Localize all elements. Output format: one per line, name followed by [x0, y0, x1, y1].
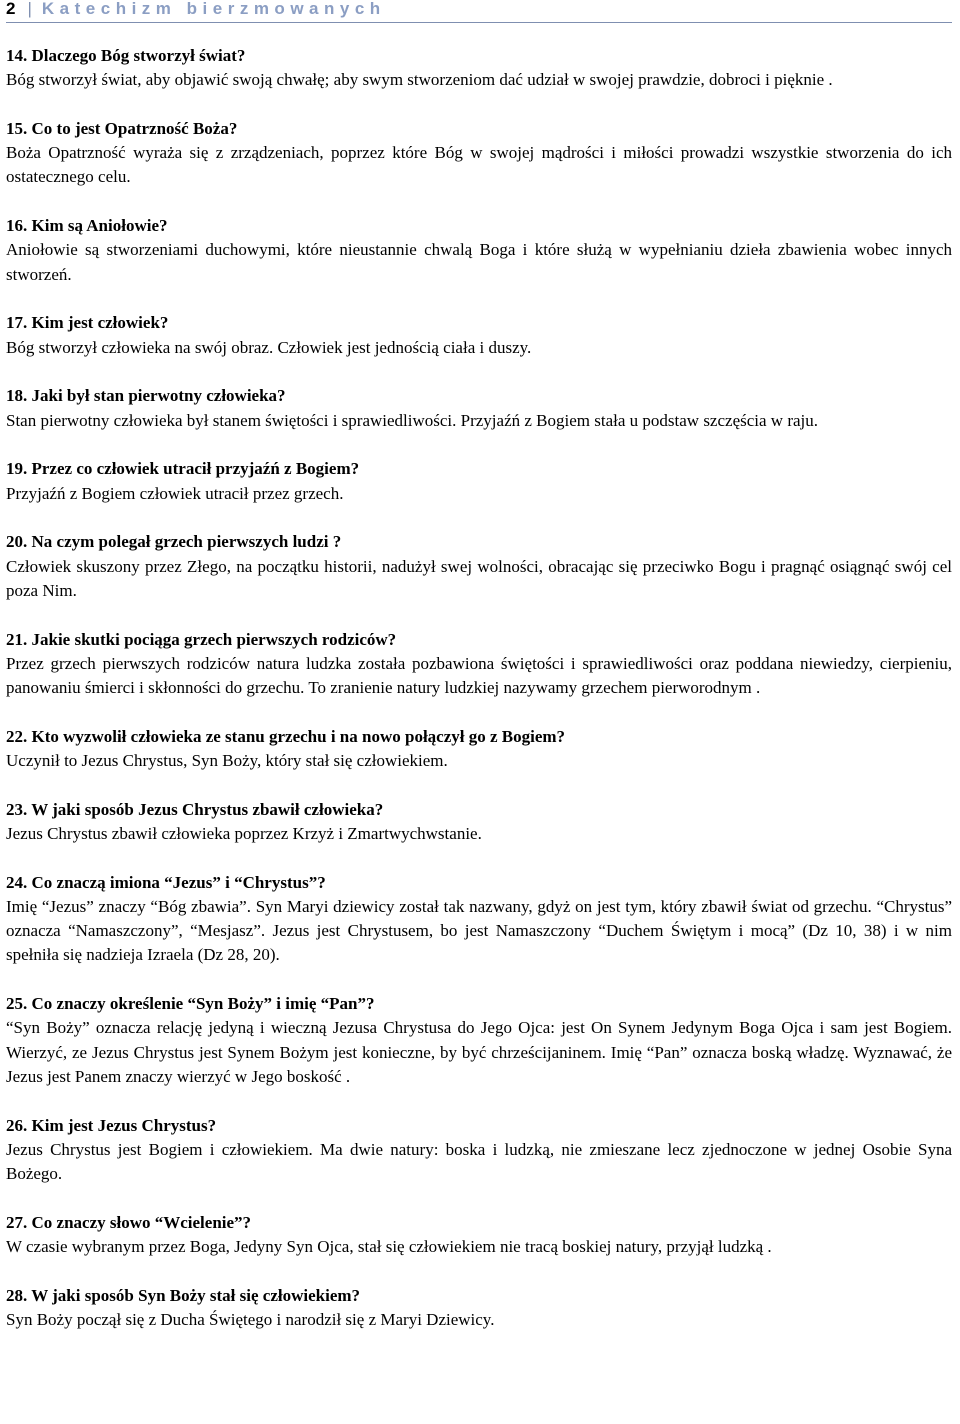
qa-item-17 — [6, 311, 952, 359]
answer-25: “Syn Boży” oznacza relację jedyną i wieczną Jezusa Chrystusa do Jego Ojca: jest On Synem Jedynym Boga Ojca i sam jest Bogiem. Wierzyć, ze Jezus Chrystus jest Synem Bożym jest konieczne, by być chrześcijaninem. Imię “Pan” oznacza boską władzę. Wyznawać, że Jezus jest Panem znaczy wierzyć w Jego boskość . — [6, 1018, 952, 1086]
answer-28: Syn Boży począł się z Ducha Świętego i narodził się z Maryi Dziewicy. — [6, 1310, 495, 1330]
answer-27: W czasie wybranym przez Boga, Jedyny Syn Ojca, stał się człowiekiem nie tracą boskiej natury, przyjął ludzką . — [6, 1237, 772, 1257]
qa-item-16 — [6, 214, 952, 287]
answer-19: Przyjaźń z Bogiem człowiek utracił przez grzech. — [6, 483, 344, 503]
qa-item-26 — [6, 1114, 952, 1187]
catechism-content — [6, 44, 952, 1332]
question-25: 25. Co znaczy określenie “Syn Boży” i imię “Pan”? — [6, 994, 375, 1014]
question-26: 26. Kim jest Jezus Chrystus? — [6, 1115, 217, 1135]
qa-item-14 — [6, 44, 952, 92]
qa-item-22 — [6, 725, 952, 773]
qa-item-24 — [6, 871, 952, 968]
question-27: 27. Co znaczy słowo “Wcielenie”? — [6, 1212, 252, 1232]
question-15: 15. Co to jest Opatrzność Boża? — [6, 119, 238, 138]
qa-item-23 — [6, 798, 952, 846]
answer-18: Stan pierwotny człowieka był stanem świętości i sprawiedliwości. Przyjaźń z Bogiem stała u podstaw szczęścia w raju. — [6, 410, 818, 430]
qa-item-19 — [6, 457, 952, 505]
qa-item-20 — [6, 530, 952, 603]
answer-21: Przez grzech pierwszych rodziców natura ludzka została pozbawiona świętości i sprawiedliwości oraz poddana niewiedzy, cierpieniu, panowaniu śmierci i skłonności do grzechu. To zranienie natury ludzkiej nazywamy grzechem pierworodnym . — [6, 653, 952, 698]
answer-14: Bóg stworzył świat, aby objawić swoją chwałę; aby swym stworzeniom dać udział w swojej prawdzie, dobroci i pięknie . — [6, 70, 833, 90]
question-22: 22. Kto wyzwolił człowieka ze stanu grzechu i na nowo połączył go z Bogiem? — [6, 726, 566, 746]
question-24: 24. Co znaczą imiona “Jezus” i “Chrystus”? — [6, 872, 326, 892]
answer-20: Człowiek skuszony przez Złego, na początku historii, nadużył swej wolności, obracając się przeciwko Bogu i pragnąć osiągnąć swój cel poza Nim. — [6, 556, 952, 600]
answer-26: Jezus Chrystus jest Bogiem i człowiekiem. Ma dwie natury: boska i ludzką, nie zmieszane lecz zjednoczone w jednej Osobie Syna Bożego. — [6, 1139, 952, 1184]
question-14: 14. Dlaczego Bóg stworzył świat? — [6, 46, 246, 65]
question-16: 16. Kim są Aniołowie? — [6, 216, 168, 236]
question-17: 17. Kim jest człowiek? — [6, 313, 169, 333]
answer-22: Uczynił to Jezus Chrystus, Syn Boży, który stał się człowiekiem. — [6, 751, 448, 771]
page-number: 2 — [6, 0, 16, 18]
running-title: Katechizm bierzmowanych — [41, 0, 386, 18]
question-23: 23. W jaki sposób Jezus Chrystus zbawił człowieka? — [6, 799, 384, 819]
question-20: 20. Na czym polegał grzech pierwszych ludzi ? — [6, 532, 342, 552]
qa-item-25 — [6, 992, 952, 1089]
answer-23: Jezus Chrystus zbawił człowieka poprzez Krzyż i Zmartwychwstanie. — [6, 824, 482, 844]
qa-item-28 — [6, 1284, 952, 1332]
question-18: 18. Jaki był stan pierwotny człowieka? — [6, 386, 286, 406]
header-separator: | — [27, 0, 32, 18]
question-19: 19. Przez co człowiek utracił przyjaźń z Bogiem? — [6, 459, 360, 479]
answer-16: Aniołowie są stworzeniami duchowymi, które nieustannie chwalą Boga i które służą w wypełnianiu dzieła zbawienia wobec innych stworzeń. — [6, 240, 952, 284]
question-28: 28. W jaki sposób Syn Boży stał się człowiekiem? — [6, 1285, 361, 1305]
qa-item-15 — [6, 117, 952, 190]
answer-15: Boża Opatrzność wyraża się z zrządzeniach, poprzez które Bóg w swojej mądrości i miłości prowadzi wszystkie stworzenia do ich ostatecznego celu. — [6, 143, 952, 187]
qa-item-18 — [6, 384, 952, 432]
answer-17: Bóg stworzył człowieka na swój obraz. Człowiek jest jednością ciała i duszy. — [6, 337, 532, 357]
qa-item-27 — [6, 1211, 952, 1259]
running-header — [6, 0, 952, 23]
question-21: 21. Jakie skutki pociąga grzech pierwszych rodziców? — [6, 629, 397, 649]
qa-item-21 — [6, 628, 952, 701]
answer-24: Imię “Jezus” znaczy “Bóg zbawia”. Syn Maryi dziewicy został tak nazwany, gdyż on jest tym, który zbawił świat od grzechu. “Chrystus” oznacza “Namaszczony”, “Mesjasz”. Jezus jest Chrystusem, bo jest Namaszczony “Duchem Świętym i mocą” (Dz 10, 38) i w nim spełniła się nadzieja Izraela (Dz 28, 20). — [6, 897, 952, 965]
